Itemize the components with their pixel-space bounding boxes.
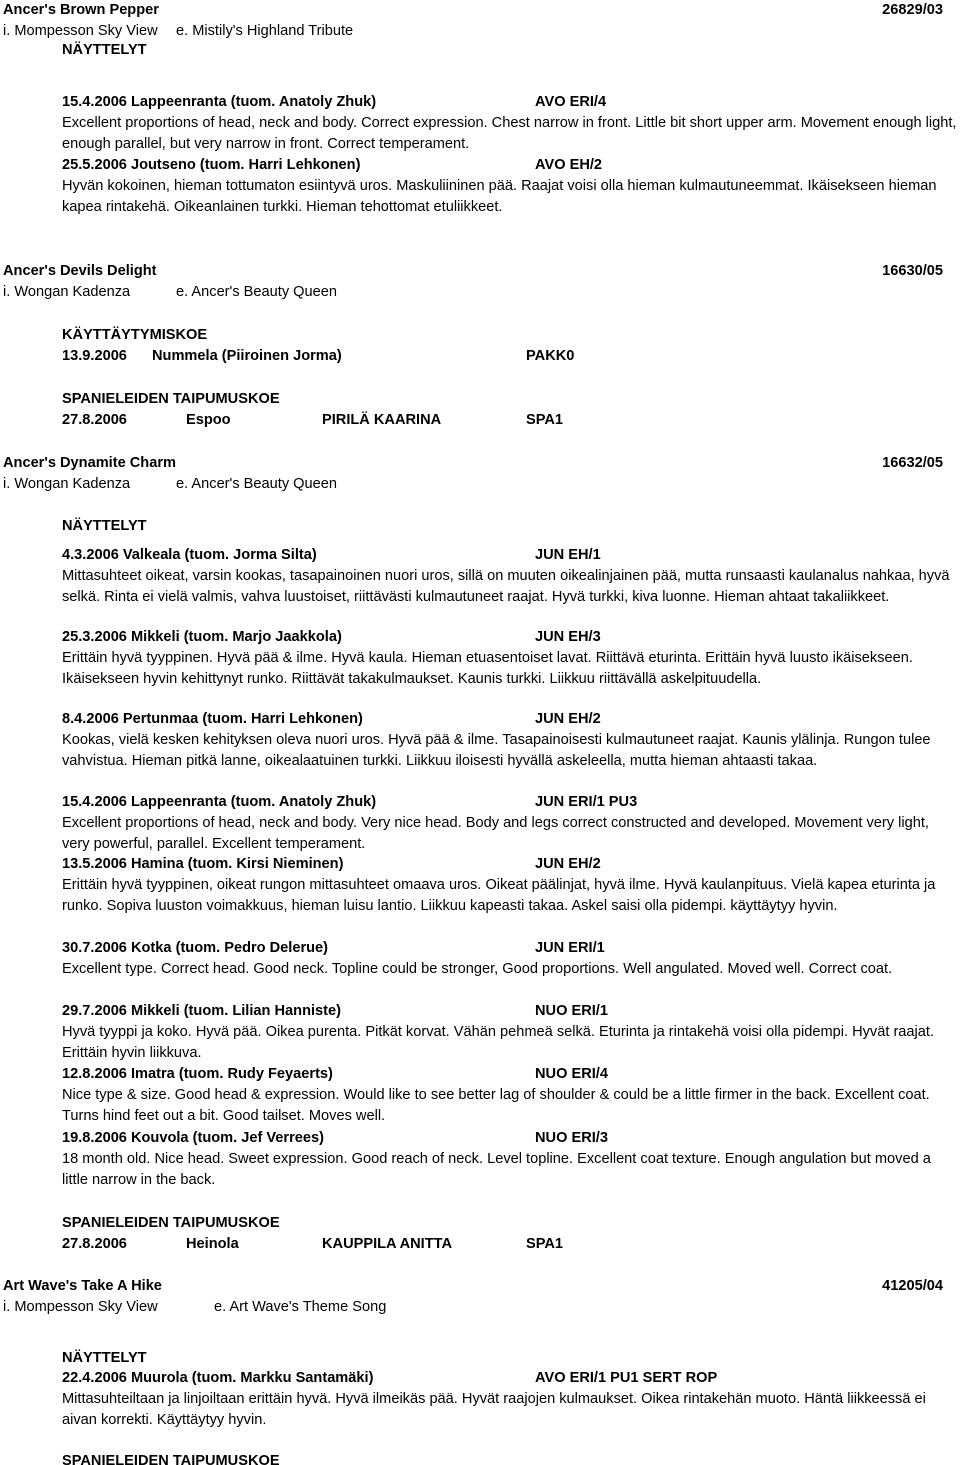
trial-line — [62, 346, 952, 367]
parents-line — [0, 1297, 960, 1318]
show-date-place: 25.3.2006 Mikkeli (tuom. Marjo Jaakkola) — [62, 629, 342, 645]
show-line — [62, 92, 952, 113]
show-critique: Mittasuhteiltaan ja linjoiltaan erittäin hyvä. Hyvä ilmeikäs pää. Hyvät raajojen kulmaukset. Oikea rintakehän muoto. Häntä liikkeessä ei aivan korrekti. Käyttäytyy hyvin. — [62, 1391, 926, 1428]
dog-entry — [0, 261, 960, 302]
show-line — [62, 545, 952, 566]
show-line — [62, 1128, 952, 1149]
dog-name: Ancer's Dynamite Charm — [3, 455, 176, 471]
trial-line — [62, 410, 952, 431]
trial-date: 27.8.2006 — [62, 412, 127, 428]
sire: i. Wongan Kadenza — [3, 475, 131, 492]
parents-line — [0, 282, 960, 303]
trial-place: Nummela (Piiroinen Jorma) — [152, 348, 342, 364]
trial-result: SPA1 — [526, 1236, 564, 1252]
show-critique: Excellent proportions of head, neck and body. Correct expression. Chest narrow in front. Little bit short upper arm. Movement enough light, enough parallel, but very narrow in front. Correct temperament. — [62, 115, 957, 152]
show-critique: Nice type & size. Good head & expression. Would like to see better lag of shoulder & could be a little firmer in the back. Excellent coat. Turns hind feet out a bit. Good tailset. Moves well. — [62, 1087, 930, 1124]
show-line — [62, 627, 952, 648]
trial-place: Espoo — [186, 412, 231, 428]
trial-judge: KAUPPILA ANITTA — [322, 1236, 452, 1252]
show-critique: Erittäin hyvä tyyppinen, oikeat rungon mittasuhteet omaava uros. Oikeat päälinjat, hyvä ilme. Hyvä kaulanpituus. Vielä kapea eturinta ja runko. Sopiva luuston voimakkuus, hieman luisu lantio. Liikkuu kapeasti takaa. Askel saisi olla pidempi. käyttäytyy hyvin. — [62, 877, 936, 914]
show-critique: Hyvän kokoinen, hieman tottumaton esiintyvä uros. Maskuliininen pää. Raajat voisi olla hieman kulmautuneemmat. Ikäisekseen hieman kapea rintakehä. Oikeanlainen turkki. Hieman tehottomat etuliikkeet. — [62, 178, 937, 215]
show-critique: Kookas, vielä kesken kehityksen oleva nuori uros. Hyvä pää & ilme. Tasapainoisesti kulmautuneet raajat. Kaunis ylälinja. Rungon tulee vahvistua. Hieman pitkä lanne, oikealaatuinen turkki. Liikkuu iloisesti hyvällä askeleella, mutta hieman ahtaasti takaa. — [62, 732, 931, 769]
show-line — [62, 792, 952, 813]
show-result: AVO EH/2 — [535, 157, 603, 173]
section-title: NÄYTTELYT — [62, 42, 147, 58]
registration-number: 16632/05 — [882, 455, 943, 471]
show-date-place: 13.5.2006 Hamina (tuom. Kirsi Nieminen) — [62, 856, 344, 872]
trial-result: PAKK0 — [526, 348, 575, 364]
show-result: JUN ERI/1 PU3 — [535, 794, 638, 810]
show-date-place: 25.5.2006 Joutseno (tuom. Harri Lehkonen) — [62, 157, 361, 173]
show-result: NUO ERI/1 — [535, 1003, 608, 1019]
show-result: JUN ERI/1 — [535, 940, 605, 956]
dog-name: Ancer's Devils Delight — [3, 263, 157, 279]
show-date-place: 15.4.2006 Lappeenranta (tuom. Anatoly Zhuk) — [62, 794, 377, 810]
dog-header — [0, 0, 960, 21]
dog-header — [0, 261, 960, 282]
trial-date: 13.9.2006 — [62, 348, 127, 364]
dog-name: Ancer's Brown Pepper — [3, 2, 159, 18]
show-result: JUN EH/2 — [535, 711, 601, 727]
registration-number: 16630/05 — [882, 263, 943, 279]
trial-line — [62, 1234, 952, 1255]
section-title: KÄYTTÄYTYMISKOE — [62, 327, 208, 343]
show-critique: Excellent proportions of head, neck and body. Very nice head. Body and legs correct constructed and developed. Movement very light, very powerful, parallel. Excellent temperament. — [62, 815, 929, 852]
show-date-place: 12.8.2006 Imatra (tuom. Rudy Feyaerts) — [62, 1066, 333, 1082]
show-date-place: 22.4.2006 Muurola (tuom. Markku Santamäki) — [62, 1370, 374, 1386]
show-date-place: 4.3.2006 Valkeala (tuom. Jorma Silta) — [62, 547, 317, 563]
show-result: JUN EH/1 — [535, 547, 601, 563]
show-line — [62, 155, 952, 176]
dam: e. Ancer's Beauty Queen — [176, 283, 337, 300]
dog-header — [0, 1276, 960, 1297]
section-title: SPANIELEIDEN TAIPUMUSKOE — [62, 391, 280, 407]
show-result: JUN EH/2 — [535, 856, 601, 872]
show-line — [62, 709, 952, 730]
section-title-partial: SPANIELEIDEN TAIPUMUSKOE — [62, 1454, 280, 1465]
show-result: AVO ERI/1 PU1 SERT ROP — [535, 1370, 718, 1386]
dam: e. Art Wave's Theme Song — [214, 1298, 387, 1315]
show-date-place: 8.4.2006 Pertunmaa (tuom. Harri Lehkonen) — [62, 711, 363, 727]
section-title: NÄYTTELYT — [62, 518, 147, 534]
section-title: SPANIELEIDEN TAIPUMUSKOE — [62, 1215, 280, 1231]
show-critique: Excellent type. Correct head. Good neck. Topline could be stronger, Good proportions. Well angulated. Moved well. Correct coat. — [62, 961, 893, 977]
show-result: NUO ERI/3 — [535, 1130, 608, 1146]
section-title-cut-off — [62, 1454, 462, 1465]
trial-judge: PIRILÄ KAARINA — [322, 412, 442, 428]
show-critique: Erittäin hyvä tyyppinen. Hyvä pää & ilme. Hyvä kaula. Hieman etuasentoiset lavat. Riittävä eturinta. Erittäin hyvä luusto ikäisekseen. Ikäisekseen hyvin kehittynyt runko. Riittävät takakulmaukset. Kaunis turkki. Liikkuu riittävällä askelpituudella. — [62, 650, 913, 687]
dog-entry — [0, 1276, 960, 1317]
parents-line — [0, 21, 960, 42]
sire: i. Wongan Kadenza — [3, 283, 131, 300]
trial-result: SPA1 — [526, 412, 564, 428]
show-date-place: 30.7.2006 Kotka (tuom. Pedro Delerue) — [62, 940, 329, 956]
trial-date: 27.8.2006 — [62, 1236, 127, 1252]
show-line — [62, 938, 952, 959]
show-result: AVO ERI/4 — [535, 94, 607, 110]
show-date-place: 15.4.2006 Lappeenranta (tuom. Anatoly Zhuk) — [62, 94, 377, 110]
sire: i. Mompesson Sky View — [3, 22, 158, 39]
show-critique: Hyvä tyyppi ja koko. Hyvä pää. Oikea purenta. Pitkät korvat. Vähän pehmeä selkä. Eturinta ja rintakehä voisi olla pidempi. Hyvät raajat. Erittäin hyvin liikkuva. — [62, 1024, 935, 1061]
dam: e. Ancer's Beauty Queen — [176, 475, 337, 492]
show-critique: Mittasuhteet oikeat, varsin kookas, tasapainoinen nuori uros, sillä on muuten oikealinjainen pää, mutta runsaasti kaulanalus nahkaa, hyvä selkä. Rinta ei vielä valmis, vahva luustoiset, riittävästi kulmautuneet raajat. Hyvä turkki, kiva luonne. Hieman ahtaat takaliikkeet. — [62, 568, 950, 605]
dog-name: Art Wave's Take A Hike — [3, 1278, 162, 1294]
registration-number: 41205/04 — [882, 1278, 943, 1294]
show-line — [62, 1368, 952, 1389]
trial-place: Heinola — [186, 1236, 239, 1252]
registration-number: 26829/03 — [882, 2, 943, 18]
show-result: NUO ERI/4 — [535, 1066, 608, 1082]
show-date-place: 19.8.2006 Kouvola (tuom. Jef Verrees) — [62, 1130, 324, 1146]
show-critique: 18 month old. Nice head. Sweet expression. Good reach of neck. Level topline. Excellent coat texture. Enough angulation but moved a little narrow in the back. — [62, 1151, 931, 1188]
parents-line — [0, 474, 960, 495]
dog-header — [0, 453, 960, 474]
section-title: NÄYTTELYT — [62, 1350, 147, 1366]
dog-entry — [0, 453, 960, 494]
show-line — [62, 854, 952, 875]
show-result: JUN EH/3 — [535, 629, 601, 645]
show-line — [62, 1064, 952, 1085]
dog-entry — [0, 0, 960, 41]
show-line — [62, 1001, 952, 1022]
sire: i. Mompesson Sky View — [3, 1298, 158, 1315]
show-date-place: 29.7.2006 Mikkeli (tuom. Lilian Hanniste) — [62, 1003, 341, 1019]
dam: e. Mistily's Highland Tribute — [176, 22, 354, 39]
